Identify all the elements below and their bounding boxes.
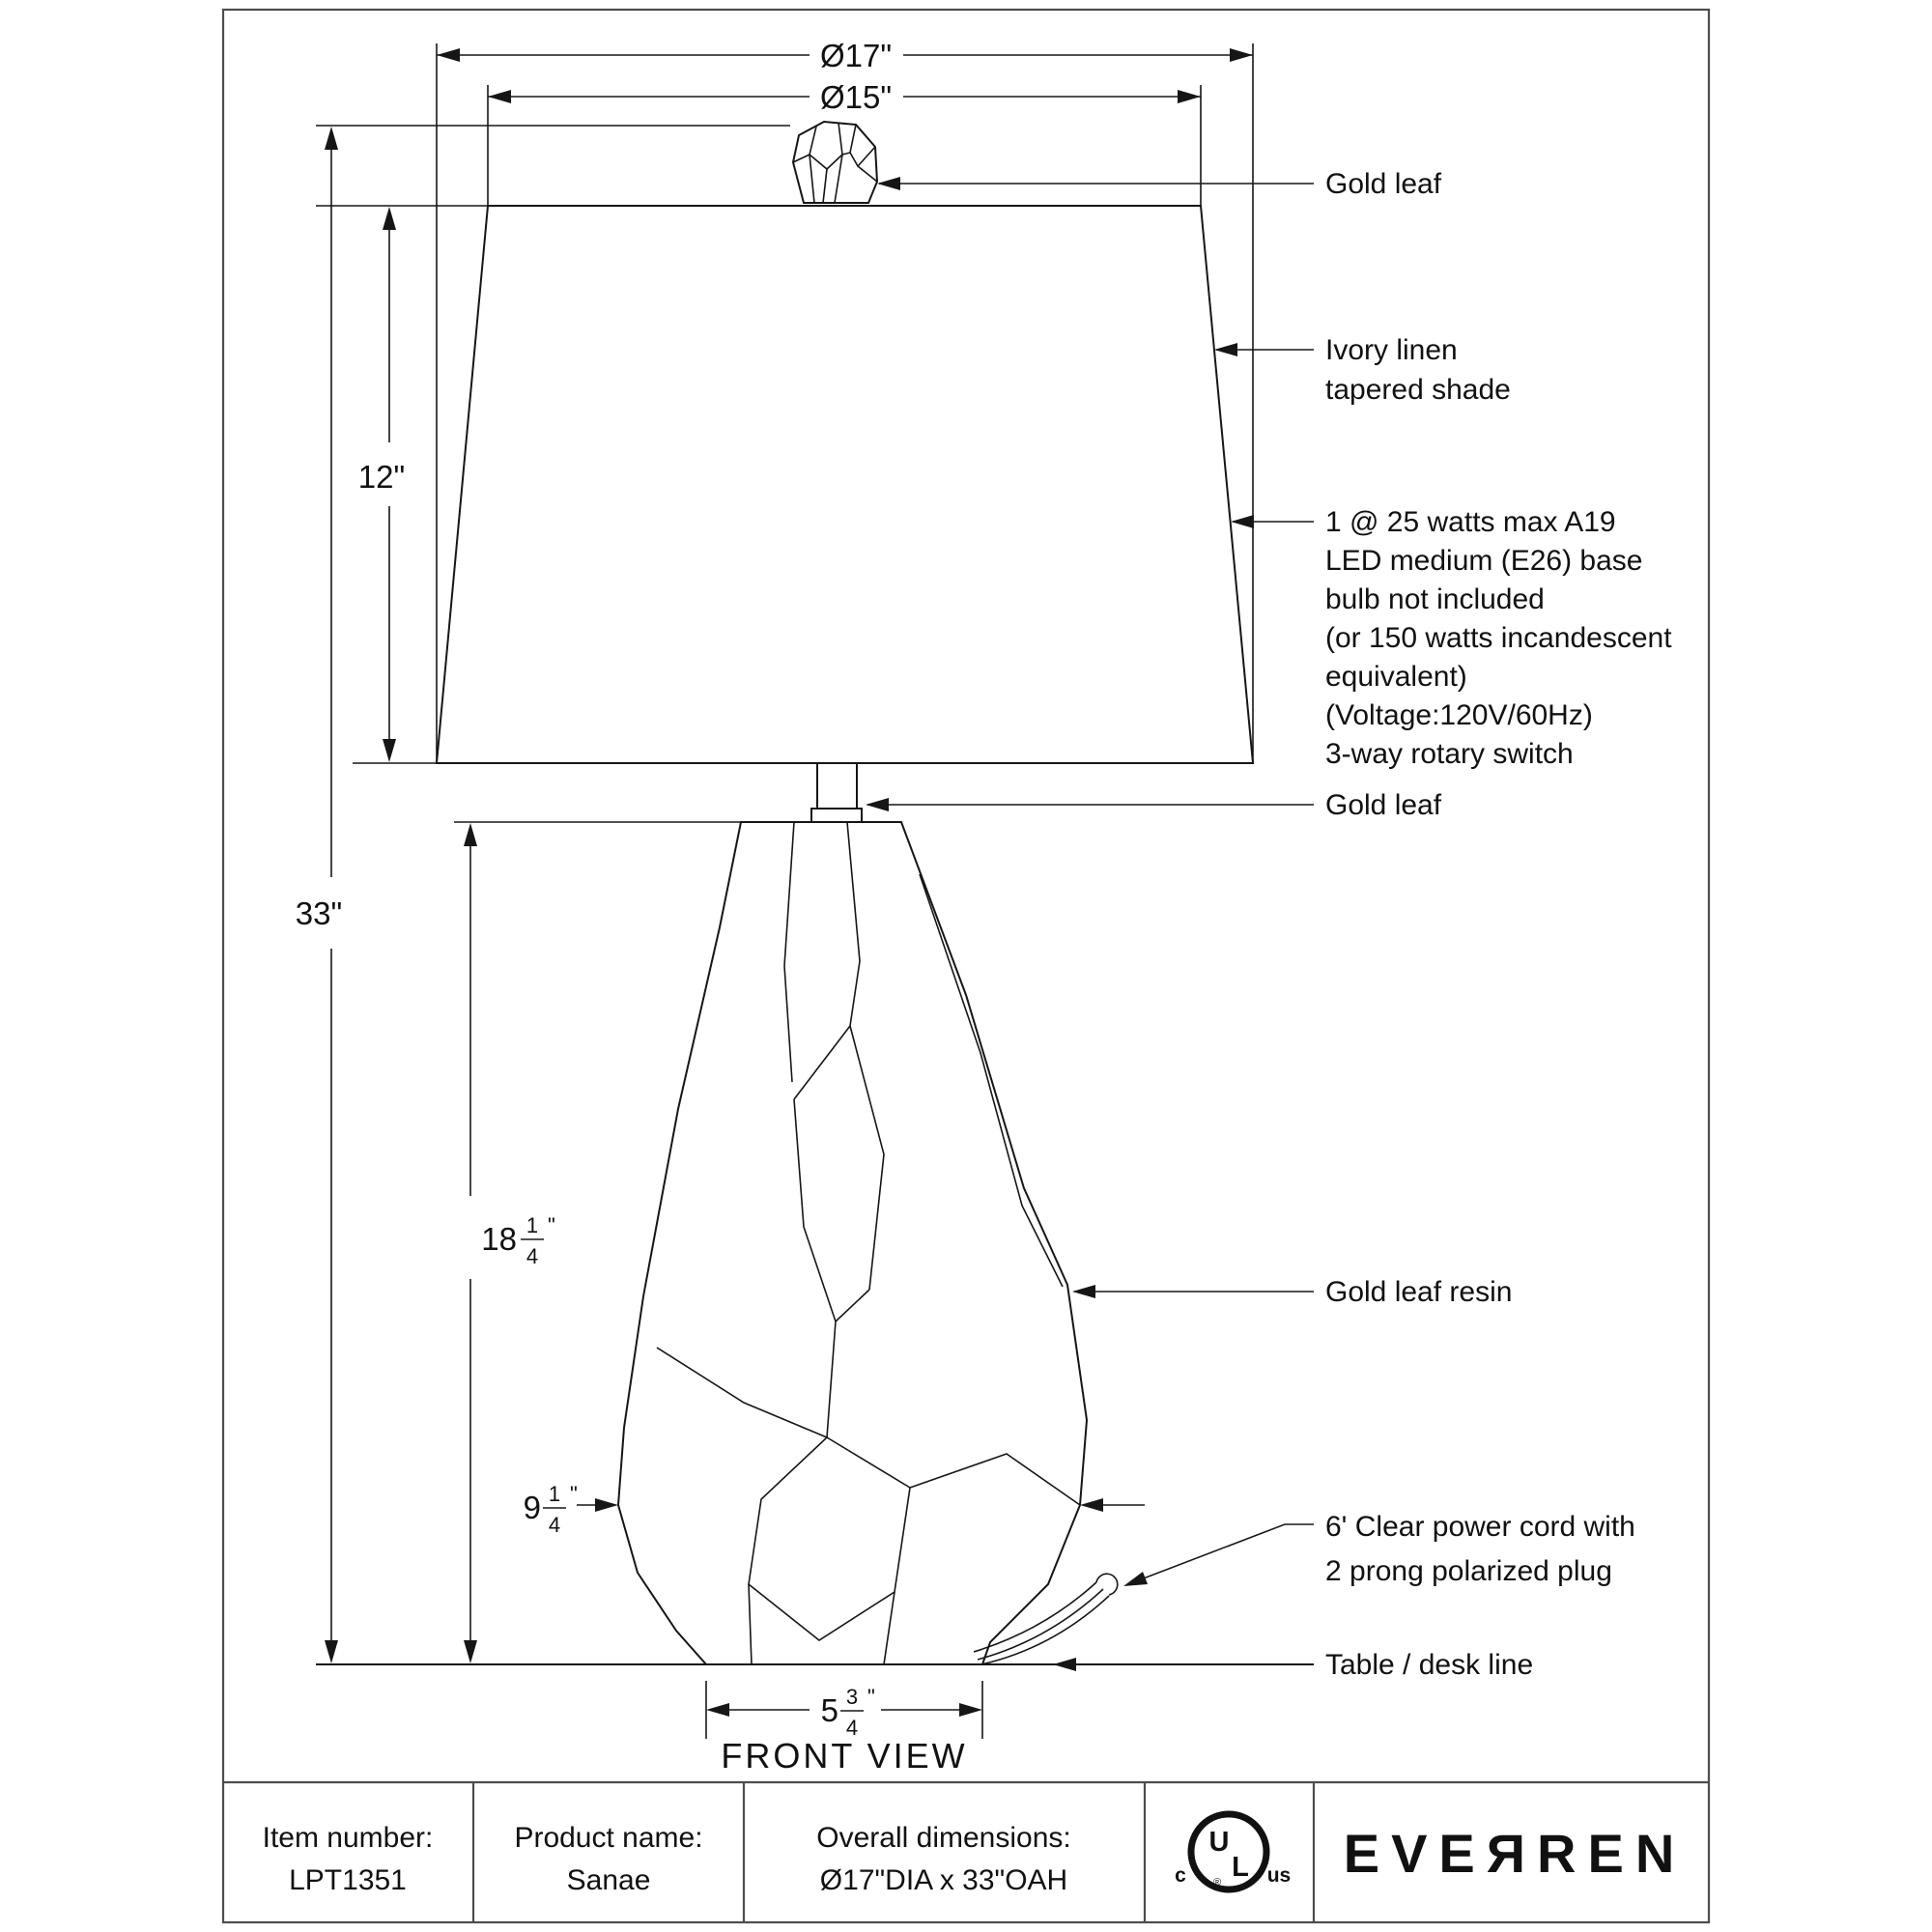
callout-neck-label: Gold leaf <box>1325 789 1442 821</box>
callout-body <box>1072 1276 1512 1308</box>
callout-bulb-line-2: bulb not included <box>1325 583 1545 615</box>
title-block-product-name <box>514 1822 702 1896</box>
callout-shade <box>1214 334 1511 406</box>
sheet-frame <box>223 10 1709 1922</box>
callout-cord <box>1123 1511 1635 1587</box>
item-number-label: Item number: <box>262 1822 434 1854</box>
ul-letters-us: us <box>1266 1864 1292 1887</box>
dim-label-body-width-den: 4 <box>548 1513 561 1537</box>
callout-neck <box>866 789 1442 821</box>
callout-bulb-line-4: equivalent) <box>1325 661 1467 693</box>
dim-label-base-width-num: 3 <box>845 1685 859 1709</box>
dim-label-shade-height: 12" <box>357 459 406 495</box>
item-number-value: LPT1351 <box>289 1864 407 1896</box>
callout-bulb-line-6: 3-way rotary switch <box>1325 738 1574 770</box>
title-block-item-number <box>263 1822 434 1896</box>
overall-dimensions-value: Ø17"DIA x 33"OAH <box>819 1864 1068 1896</box>
product-name-label: Product name: <box>514 1822 703 1854</box>
title-block <box>223 1782 1709 1922</box>
callout-bulb <box>1231 506 1672 770</box>
ul-certification-icon <box>1175 1814 1291 1889</box>
lamp-neck <box>811 763 862 822</box>
lamp-body <box>618 822 1087 1664</box>
callout-bulb-line-5: (Voltage:120V/60Hz) <box>1325 699 1593 731</box>
callout-shade-label-2: tapered shade <box>1325 374 1511 406</box>
dim-body-width <box>524 1482 1145 1537</box>
callout-finial <box>877 168 1442 200</box>
dim-shade-top-diameter <box>488 79 1201 206</box>
dim-base-width <box>706 1681 982 1740</box>
dim-label-body-height-den: 4 <box>526 1244 539 1268</box>
callout-bulb-line-1: LED medium (E26) base <box>1325 545 1643 577</box>
callout-body-label: Gold leaf resin <box>1325 1276 1513 1308</box>
dim-overall-height <box>296 126 790 1663</box>
title-block-overall-dimensions <box>816 1822 1070 1896</box>
dim-label-body-width-num: 1 <box>548 1482 561 1506</box>
callout-cord-label-1: 6' Clear power cord with <box>1325 1511 1635 1543</box>
product-name-value: Sanae <box>566 1864 651 1896</box>
ul-letter-c: c <box>1175 1864 1186 1887</box>
callout-bulb-line-3: (or 150 watts incandescent <box>1325 622 1672 654</box>
dim-shade-bottom-diameter <box>437 38 1253 763</box>
dim-label-base-width-unit: " <box>867 1685 875 1709</box>
dim-label-overall-height: 33" <box>295 895 343 931</box>
overall-dimensions-label: Overall dimensions: <box>816 1822 1071 1854</box>
brand-logo: EVEЯREN <box>1343 1823 1687 1884</box>
front-view-label: FRONT VIEW <box>721 1736 968 1776</box>
dim-body-height <box>454 822 741 1663</box>
dim-label-body-height-num: 1 <box>526 1213 539 1237</box>
dim-label-body-height-whole: 18 <box>481 1221 517 1257</box>
lamp-shade <box>437 206 1253 763</box>
lamp-finial <box>793 122 877 203</box>
dim-label-shade-top-diameter: Ø15" <box>819 79 893 115</box>
callout-finial-label: Gold leaf <box>1325 168 1442 200</box>
callout-table-label: Table / desk line <box>1325 1649 1534 1681</box>
callout-shade-label-1: Ivory linen <box>1325 334 1458 366</box>
dim-label-shade-bottom-diameter: Ø17" <box>819 38 893 73</box>
ul-letter-u: U <box>1208 1827 1230 1858</box>
gold-leaf-ring <box>811 809 862 822</box>
dim-label-body-width-unit: " <box>570 1482 578 1506</box>
dim-label-base-width-den: 4 <box>845 1716 859 1740</box>
dim-label-body-height-unit: " <box>548 1213 555 1237</box>
dim-label-base-width-whole: 5 <box>820 1692 838 1728</box>
callout-cord-label-2: 2 prong polarized plug <box>1325 1555 1612 1587</box>
ul-registered-mark: ® <box>1212 1877 1222 1889</box>
dim-label-body-width-whole: 9 <box>523 1490 541 1525</box>
ul-letter-l: L <box>1232 1852 1249 1883</box>
callout-bulb-line-0: 1 @ 25 watts max A19 <box>1325 506 1616 538</box>
